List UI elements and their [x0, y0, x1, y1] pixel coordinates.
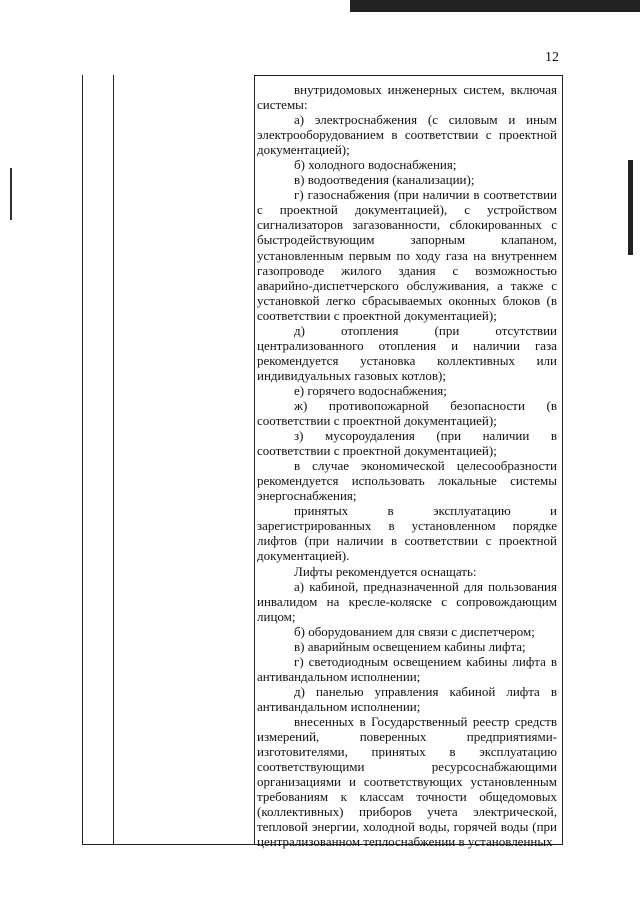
table-divider-2 [254, 75, 255, 845]
item-cabin: а) кабиной, предназначенной для пользования инвалидом на кресле-коляске с сопровождающим лицом; [257, 578, 557, 624]
table-top-line [254, 75, 563, 76]
paragraph-meters: внесенных в Государственный реестр средств измерений, поверенных предприятиями-изготовителями, принятых в эксплуатацию соответствующими ресурсоснабжающими организациями и соответствующих установленным требованиям к классам точности общедомовых (коллективных) приборов учета электрической, тепловой энергии, холодной воды, горячей воды (при централизованном теплоснабжении в установленных [257, 713, 557, 850]
item-emergency-light: в) аварийным освещением кабины лифта; [294, 638, 526, 654]
item-heating: д) отопления (при отсутствии централизованного отопления и наличии газа рекомендуется установка коллективных или индивидуальных газовых котлов); [257, 322, 557, 383]
table-cell-content [257, 82, 557, 849]
item-electricity: а) электроснабжения (с силовым и иным электрооборудованием в соответствии с проектной документацией); [257, 112, 557, 158]
table-border-left [82, 75, 83, 845]
item-fire-safety: ж) противопожарной безопасности (в соответствии с проектной документацией); [257, 397, 557, 429]
item-dispatcher: б) оборудованием для связи с диспетчером; [294, 623, 535, 639]
item-control-panel: д) панелью управления кабиной лифта в антивандальном исполнении; [257, 683, 557, 714]
paragraph-intro: внутридомовых инженерных систем, включая системы: [257, 82, 557, 113]
item-waste: з) мусороудаления (при наличии в соответствии с проектной документацией); [257, 428, 557, 459]
scan-edge-left [10, 168, 12, 220]
page-number: 12 [545, 50, 559, 65]
scan-edge-right [628, 160, 633, 255]
scan-edge-top [350, 0, 640, 12]
item-drainage: в) водоотведения (канализации); [294, 172, 475, 188]
paragraph-lifts-accepted: принятых в эксплуатацию и зарегистрированных в установленном порядке лифтов (при наличии в соответствии с проектной документацией). [257, 503, 557, 564]
paragraph-lifts-heading: Лифты рекомендуется оснащать: [294, 563, 477, 579]
item-cold-water: б) холодного водоснабжения; [294, 157, 457, 173]
item-hot-water: е) горячего водоснабжения; [294, 382, 447, 398]
table-border-right [562, 75, 563, 845]
item-led-light: г) светодиодным освещением кабины лифта в антивандальном исполнении; [257, 653, 557, 684]
item-gas: г) газоснабжения (при наличии в соответствии с проектной документацией), с устройством сигнализаторов загазованности, сблокированных с быстродействующим запорным клапаном, установленным первым по ходу газа на внутреннем газопроводе жилого здания с возможностью аварийно-диспетчерского обслуживания, а также с установкой легко сбрасываемых оконных блоков (в соответствии с проектной документацией); [257, 187, 557, 323]
paragraph-local-energy: в случае экономической целесообразности рекомендуется использовать локальные системы энергоснабжения; [257, 458, 557, 504]
table-divider-1 [113, 75, 114, 845]
